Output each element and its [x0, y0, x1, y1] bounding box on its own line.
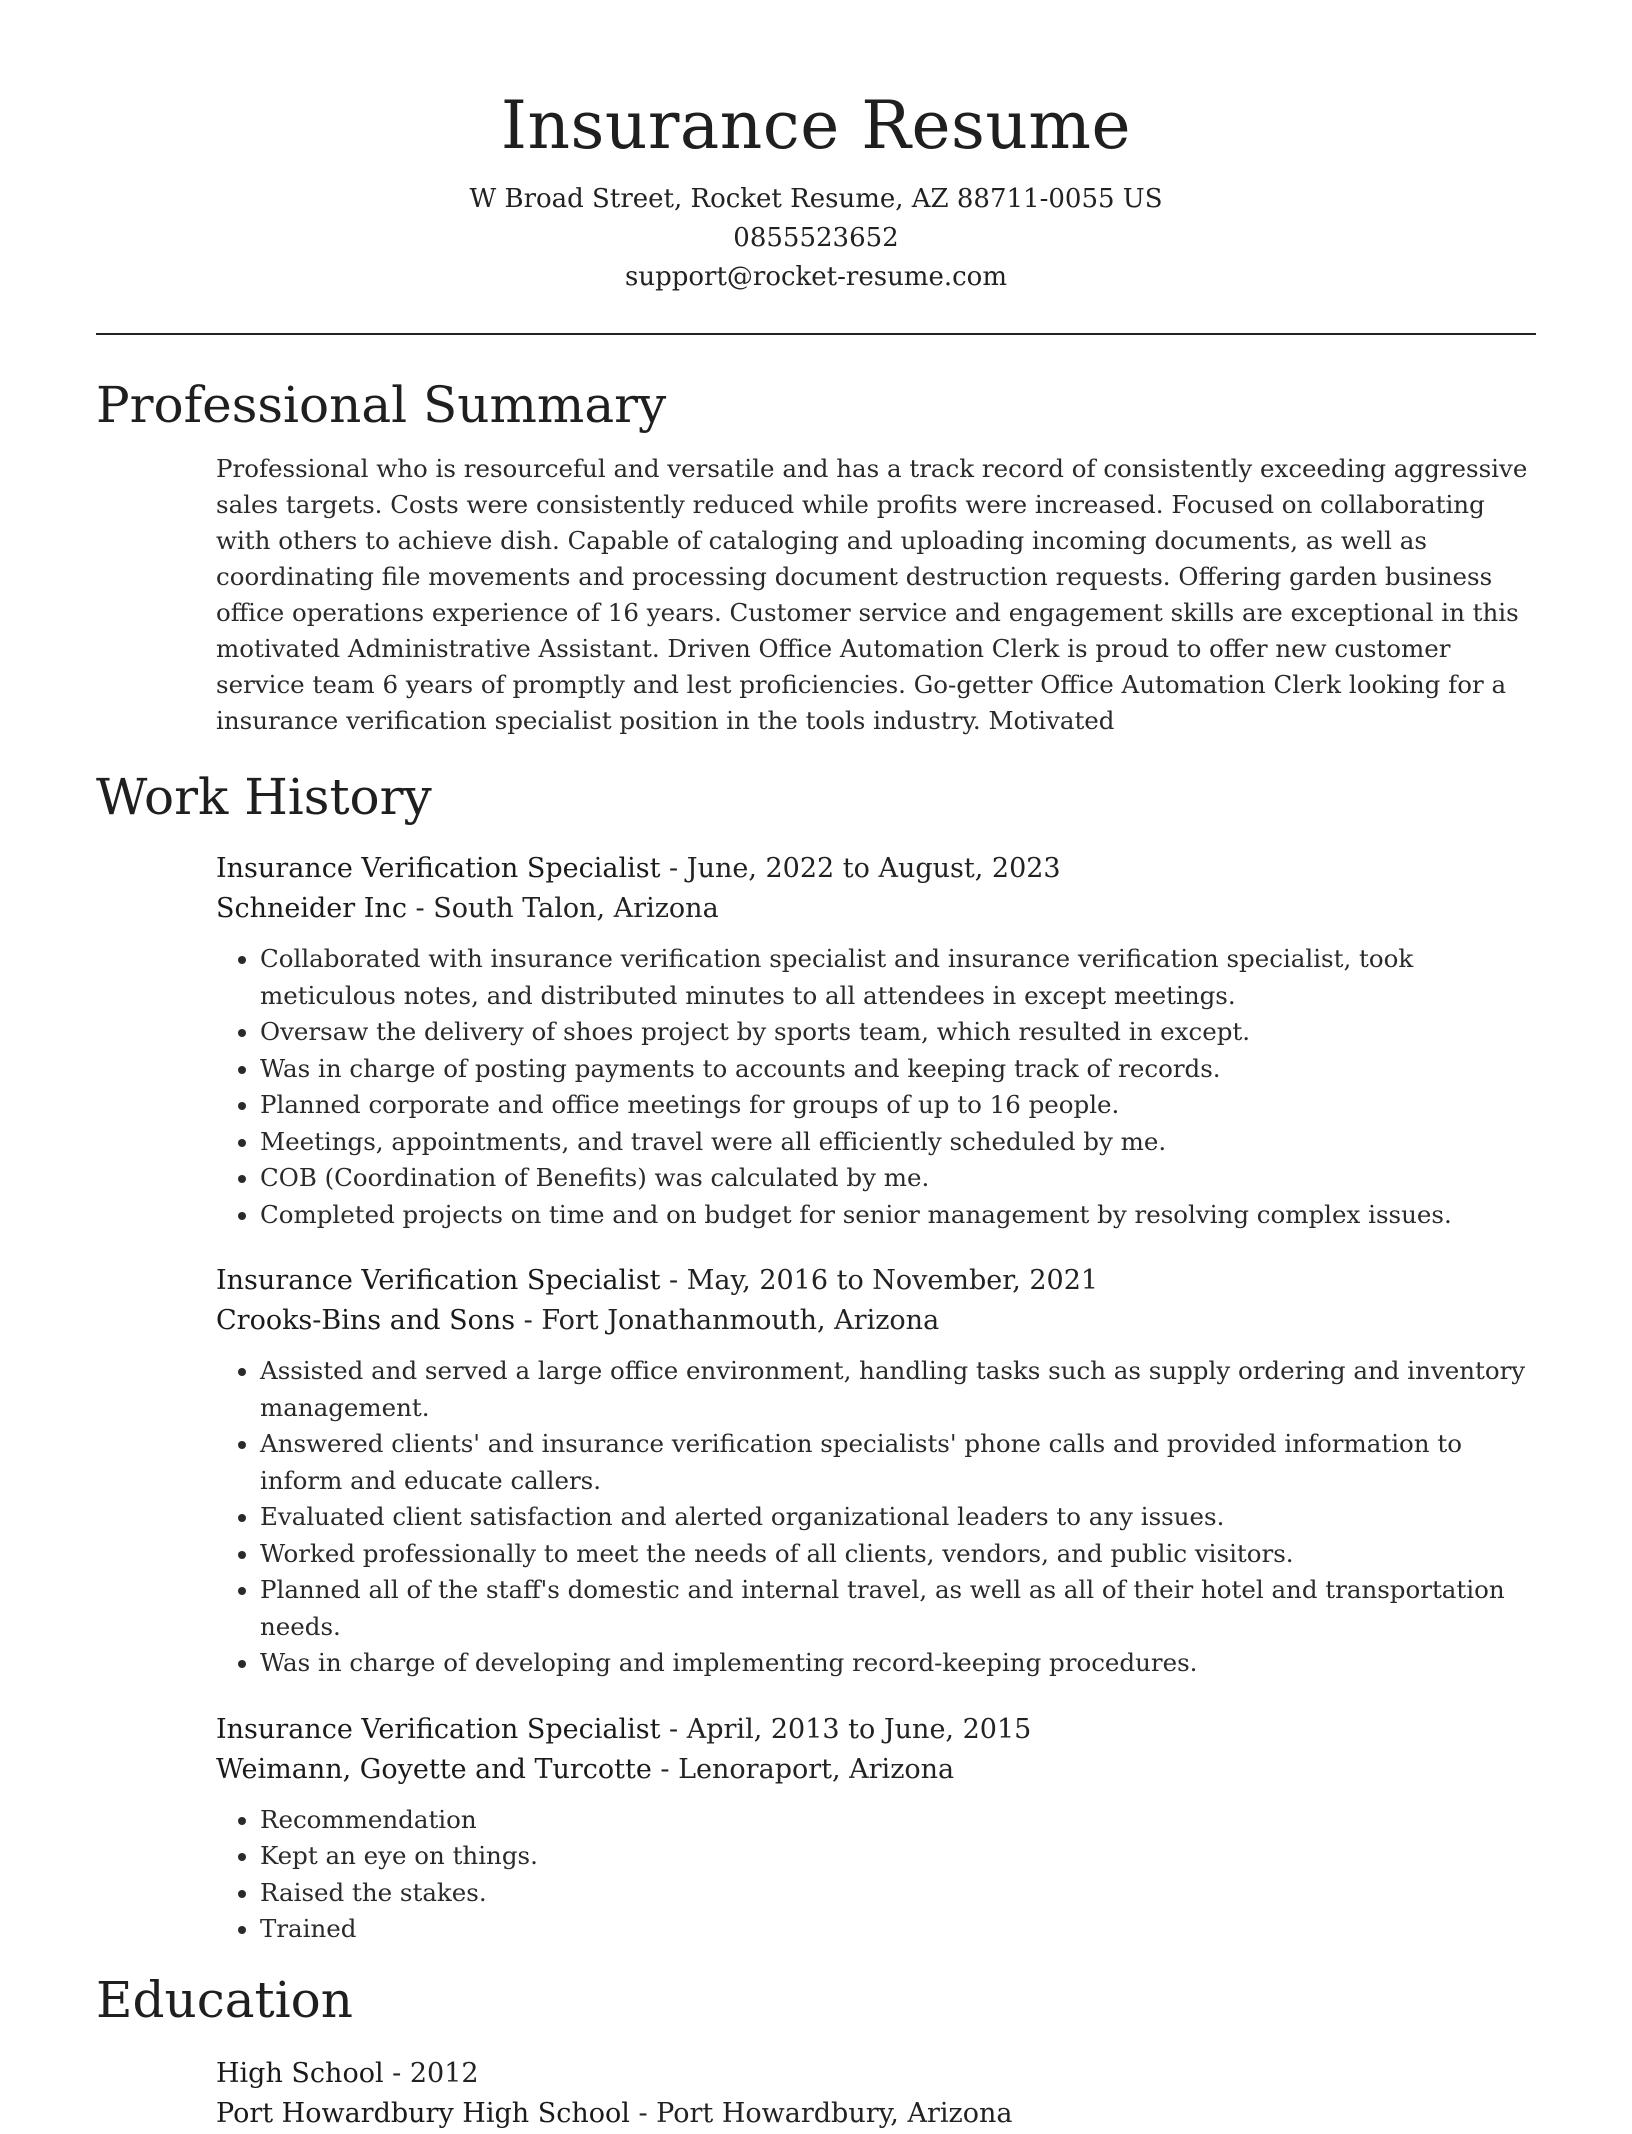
job-company: Crooks-Bins and Sons	[216, 1305, 516, 1336]
list-item: • Raised the stakes.	[260, 1875, 1536, 1912]
education-school-line	[216, 2094, 1536, 2134]
job-list	[216, 849, 1536, 1948]
job-role: Insurance Verification Specialist	[216, 853, 661, 884]
work-history-section	[96, 767, 1536, 1948]
list-item: • COB (Coordination of Benefits) was calculated by me.	[260, 1160, 1536, 1197]
education-degree-line	[216, 2054, 1536, 2094]
job-company-line	[216, 1301, 1536, 1341]
summary-heading: Professional Summary	[96, 376, 667, 434]
job-entry	[216, 1710, 1536, 1948]
list-item: • Evaluated client satisfaction and alerted organizational leaders to any issues.	[260, 1499, 1536, 1536]
job-location: - South Talon, Arizona	[406, 893, 719, 924]
job-role-line	[216, 1710, 1536, 1750]
work-history-heading: Work History	[96, 768, 432, 826]
job-entry	[216, 1261, 1536, 1682]
resume-header	[96, 0, 1536, 297]
education-location: - Port Howardbury, Arizona	[629, 2097, 1013, 2129]
job-role-line	[216, 1261, 1536, 1301]
contact-email: support@rocket-resume.com	[624, 262, 1007, 292]
job-bullets	[216, 1353, 1536, 1682]
job-role: Insurance Verification Specialist	[216, 1265, 661, 1296]
list-item: • Was in charge of posting payments to accounts and keeping track of records.	[260, 1051, 1536, 1088]
job-dates: - April, 2013 to June, 2015	[660, 1713, 1032, 1745]
education-school: Port Howardbury High School	[216, 2097, 630, 2129]
header-divider	[96, 333, 1536, 335]
job-dates: - June, 2022 to August, 2023	[660, 853, 1061, 884]
job-role: Insurance Verification Specialist	[216, 1713, 661, 1745]
contact-info	[96, 180, 1536, 297]
job-company-line	[216, 889, 1536, 929]
list-item: • Collaborated with insurance verification specialist and insurance verification specialist, took meticulous notes, and distributed minutes to all attendees in except meetings.	[260, 941, 1536, 1014]
job-entry	[216, 849, 1536, 1233]
resume-title: Insurance Resume	[500, 87, 1132, 164]
list-item: • Assisted and served a large office environment, handling tasks such as supply ordering and inventory management.	[260, 1353, 1536, 1426]
education-year: - 2012	[383, 2057, 479, 2089]
list-item: • Was in charge of developing and implementing record-keeping procedures.	[260, 1645, 1536, 1682]
summary-section	[96, 375, 1536, 739]
list-item: • Recommendation	[260, 1802, 1536, 1839]
education-degree: High School	[216, 2057, 384, 2089]
list-item: • Meetings, appointments, and travel were all efficiently scheduled by me.	[260, 1124, 1536, 1161]
job-bullets	[216, 941, 1536, 1233]
job-bullets	[216, 1802, 1536, 1948]
job-company: Schneider Inc	[216, 893, 407, 924]
summary-text: Professional who is resourceful and versatile and has a track record of consistently exceeding aggressive sales targets. Costs were consistently reduced while profits were increased. Focused on collaborating with others to achieve dish. Capable of cataloging and uploading incoming documents, as well as coordinating file movements and processing document destruction requests. Offering garden business office operations experience of 16 years. Customer service and engagement skills are exceptional in this motivated Administrative Assistant. Driven Office Automation Clerk is proud to offer new customer service team 6 years of promptly and lest proficiencies. Go-getter Office Automation Clerk looking for a insurance verification specialist position in the tools industry. Motivated	[216, 454, 1528, 735]
contact-address: W Broad Street, Rocket Resume, AZ 88711-0055 US	[469, 184, 1163, 214]
job-role-line	[216, 849, 1536, 889]
list-item: • Worked professionally to meet the needs of all clients, vendors, and public visitors.	[260, 1536, 1536, 1573]
list-item: • Planned all of the staff's domestic and internal travel, as well as all of their hotel and transportation needs.	[260, 1572, 1536, 1645]
job-location: - Lenoraport, Arizona	[651, 1753, 955, 1785]
list-item: • Completed projects on time and on budget for senior management by resolving complex issues.	[260, 1197, 1536, 1234]
list-item: • Trained	[260, 1911, 1536, 1948]
education-entry	[216, 2054, 1536, 2134]
education-section	[96, 1970, 1536, 2134]
list-item: • Planned corporate and office meetings for groups of up to 16 people.	[260, 1087, 1536, 1124]
job-location: - Fort Jonathanmouth, Arizona	[515, 1305, 940, 1336]
list-item: • Answered clients' and insurance verification specialists' phone calls and provided information to inform and educate callers.	[260, 1426, 1536, 1499]
job-dates: - May, 2016 to November, 2021	[660, 1265, 1099, 1296]
job-company-line	[216, 1750, 1536, 1790]
education-heading: Education	[96, 1970, 353, 2029]
list-item: • Oversaw the delivery of shoes project by sports team, which resulted in except.	[260, 1014, 1536, 1051]
job-company: Weimann, Goyette and Turcotte	[216, 1753, 652, 1785]
contact-phone: 0855523652	[733, 223, 899, 253]
list-item: • Kept an eye on things.	[260, 1838, 1536, 1875]
